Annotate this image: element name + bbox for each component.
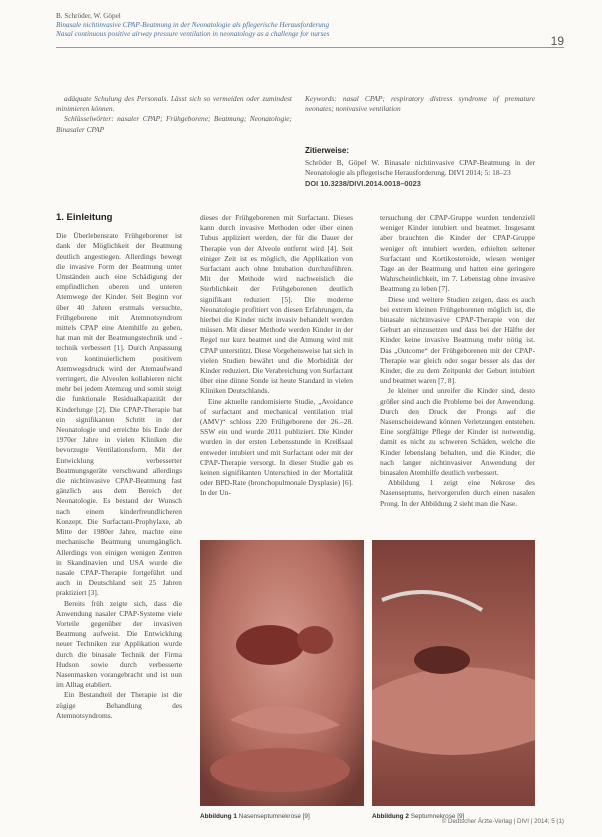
paragraph: Die Überlebensrate Frühgeborener ist dank der Möglichkeit der Beatmung deutlich angestiegen. Allerdings bewegt die invasive Form der Beatmung unter Umständen auch eine Schädigung der empfindlichen oberen und unteren Atemwege der Kinder. Seit Beginn vor über 40 Jahren erstmals versuchte, Frühgeborene mit Atemnotsyndrom mittels CPAP eine Atemhilfe zu geben, hat man mit der Beatmungstechnik und -technik verbessert [1]. Durch Anpassung von kontinuierlichem positivem Atemwegsdruck wird der Atemaufwand verringert, die Alveolen kollabieren nicht mehr bei jedem Atemzug und somit steigt die funktionale Residualkapazität der Kinderlunge [2]. Die CPAP-Therapie hat ein signifikanten Schritt in der Neonatologie und erreichte bis Ende der 1970er Jahre in vielen Kliniken die bevorzugte Ventilationsform. Mit der Entwicklung verbesserter Beatmungsgeräte verschwand allerdings die nichtinvasive CPAP-Beatmung fast gänzlich aus dem Bereich der Neonatologie. Es bestand der Wunsch nach einem kinderfreundlicheren Konzept. Die Surfactant-Prophylaxe, ab Mitte der 1980er Jahre, machte eine mechanische Beatmung unumgänglich. Allerdings von einigen wenigen Zentren in Skandinavien und USA wurde die nasale CPAP-Therapie fortgeführt und auch in Deutschland seit 25 Jahren praktiziert [3]. <box>56 231 182 598</box>
column-3 <box>380 213 535 509</box>
figure-2-caption: Abbildung 2 Septumnekrose [9] <box>372 813 465 820</box>
paragraph: Abbildung 1 zeigt eine Nekrose des Nasenseptums, hervorgerufen durch einen nasalen Prong. In der Abbildung 2 sieht man die Nase. <box>380 478 535 508</box>
column-2 <box>200 213 353 499</box>
citation-text: Schröder B, Göpel W. Binasale nichtinvasive CPAP-Beatmung in der Neonatologie als pflegerische Herausforderung. DIVI 2014; 5: 18–23 <box>305 158 535 178</box>
paragraph: Eine aktuelle randomisierte Studie, „Avoidance of surfactant and mechanical ventilation trial (AMV)“ schloss 220 Frühgeborene der 26.–28. SSW ein und wurde 2011 publiziert. Die Kinder wurden in der ersten Lebensstunde in Kreißsaal entweder intubiert und mit Surfactant oder mit der CPAP-Therapie versorgt. In dieser Studie gab es keinen signifikanten Unterschied in der Mortalität oder BPD-Rate (bronchopulmonale Dysplasie) [6]. In der Un- <box>200 396 353 498</box>
header-title-en: Nasal continuous positive airway pressure ventilation in neonatology as a challenge for nurses <box>56 30 330 38</box>
page-footer: © Deutscher Ärzte-Verlag | DIVI | 2014; 5 (1) <box>441 818 564 825</box>
figure-2-photo <box>372 540 535 806</box>
paragraph: Je kleiner und unreifer die Kinder sind, desto größer sind auch die Probleme bei der Anwendung. Durch den Druck der Prongs auf die Nasenscheidewand können Verletzungen entstehen. Eine sorgfältige Pflege der Kinder ist notwendig, damit es nicht zu schweren Schäden, welche die Kinder lebenslang behalten, und die Kinder, die nach langer nichtinvasiver Anwendung der binasalen Atemhilfe deutlich verbessert. <box>380 386 535 478</box>
citation-heading: Zitierweise: <box>305 146 350 155</box>
column-1 <box>56 213 182 721</box>
page-number: 19 <box>550 34 564 48</box>
doi: DOI 10.3238/DIVI.2014.0018–0023 <box>305 178 421 188</box>
nasal-septum-photo <box>200 540 364 806</box>
figure-1-photo <box>200 540 364 806</box>
header-title-de: Binasale nichtinvasive CPAP-Beatmung in der Neonatologie als pflegerische Herausforderung <box>56 21 330 29</box>
section-heading: 1. Einleitung <box>56 212 113 223</box>
paragraph: dieses der Frühgeborenen mit Surfactant. Dieses kann durch invasive Methoden oder über einen Tubus appliziert werden, der für die Dauer der Therapie von der Alveole entfernt wird [4]. Seit einiger Zeit ist es möglich, die Applikation von Surfactant auch ohne Intubation durchzuführen. Mit der Methode wird nachweislich die Sterblichkeit der Frühgeborenen deutlich signifikant reduziert [5]. Die moderne Neonatologie profitiert von diesen Erfahrungen, da hierbei die Kinder nicht invasiv behandelt werden müssen. Mit dieser Methode werden Kinder in der Regel nur kurz beatmet und die Atmung wird mit CPAP unterstützt. Diese Vorgehensweise hat sich in vielen Studien bewährt und die Morbidität der Kinder reduziert. Die Verabreichung von Surfactant über eine dünne Sonde ist heute Standard in vielen Kliniken Deutschlands. <box>200 213 353 396</box>
paragraph: Diese und weitere Studien zeigen, dass es auch bei extrem kleinen Frühgeborenen möglich ist, die binasale nichtinvasive CPAP-Therapie von der Geburt an einzusetzen und dass bei der Hälfte der Kinder keine invasive Beatmung mehr nötig ist. Das „Outcome“ der Frühgeborenen mit der CPAP-Therapie war gleich oder sogar besser als das der Kinder, die zu dem Zeitpunkt der Geburt intubiert und beatmet waren [7, 8]. <box>380 294 535 386</box>
citation-block <box>305 146 535 189</box>
abstract-de-keywords: Schlüsselwörter: nasaler CPAP; Frühgeborene; Beatmung; Neonatologie; Binasaler CPAP <box>56 114 292 134</box>
header-authors: B. Schröder, W. Göpel <box>56 12 121 20</box>
abstract-de-end: adäquate Schulung des Personals. Lässt sich so vermeiden oder zumindest minimieren können. <box>56 94 292 114</box>
abstract-de <box>56 94 292 135</box>
septum-photo <box>372 540 535 806</box>
header-rule <box>56 47 564 48</box>
paragraph: tersuchung der CPAP-Gruppe wurden tendenziell weniger Kinder intubiert und beatmet. Insgesamt aber brauchten die Kinder der CPAP-Gruppe weniger oft intubiert werden, erhielten seltener Surfactant und Kortikosteroide, wiesen weniger Tage an der Beatmung und hatten eine geringere Wahrscheinlichkeit, im 7. Lebenstag ohne invasive Beatmung zu leben [7]. <box>380 213 535 294</box>
figure-1-caption: Abbildung 1 Nasenseptumnekrose [9] <box>200 813 310 820</box>
running-header <box>56 12 546 39</box>
paragraph: Ein Bestandteil der Therapie ist die zügige Behandlung des Atemnotsyndroms. <box>56 690 182 720</box>
paragraph: Bereits früh zeigte sich, dass die Anwendung nasaler CPAP-Systeme viele Vorteile gegenüber der invasiven Beatmung aufweist. Die Entwicklung neuer Techniken zur Applikation wurde durch die binasale Technik der Firma Hudson sowie durch verbesserte Nasenmasken vorangebracht und ist nun im Alltag etabliert. <box>56 598 182 690</box>
abstract-en-keywords: Keywords: nasal CPAP; respiratory distress syndrome of premature neonates; nonivasive ventilation <box>305 94 535 114</box>
